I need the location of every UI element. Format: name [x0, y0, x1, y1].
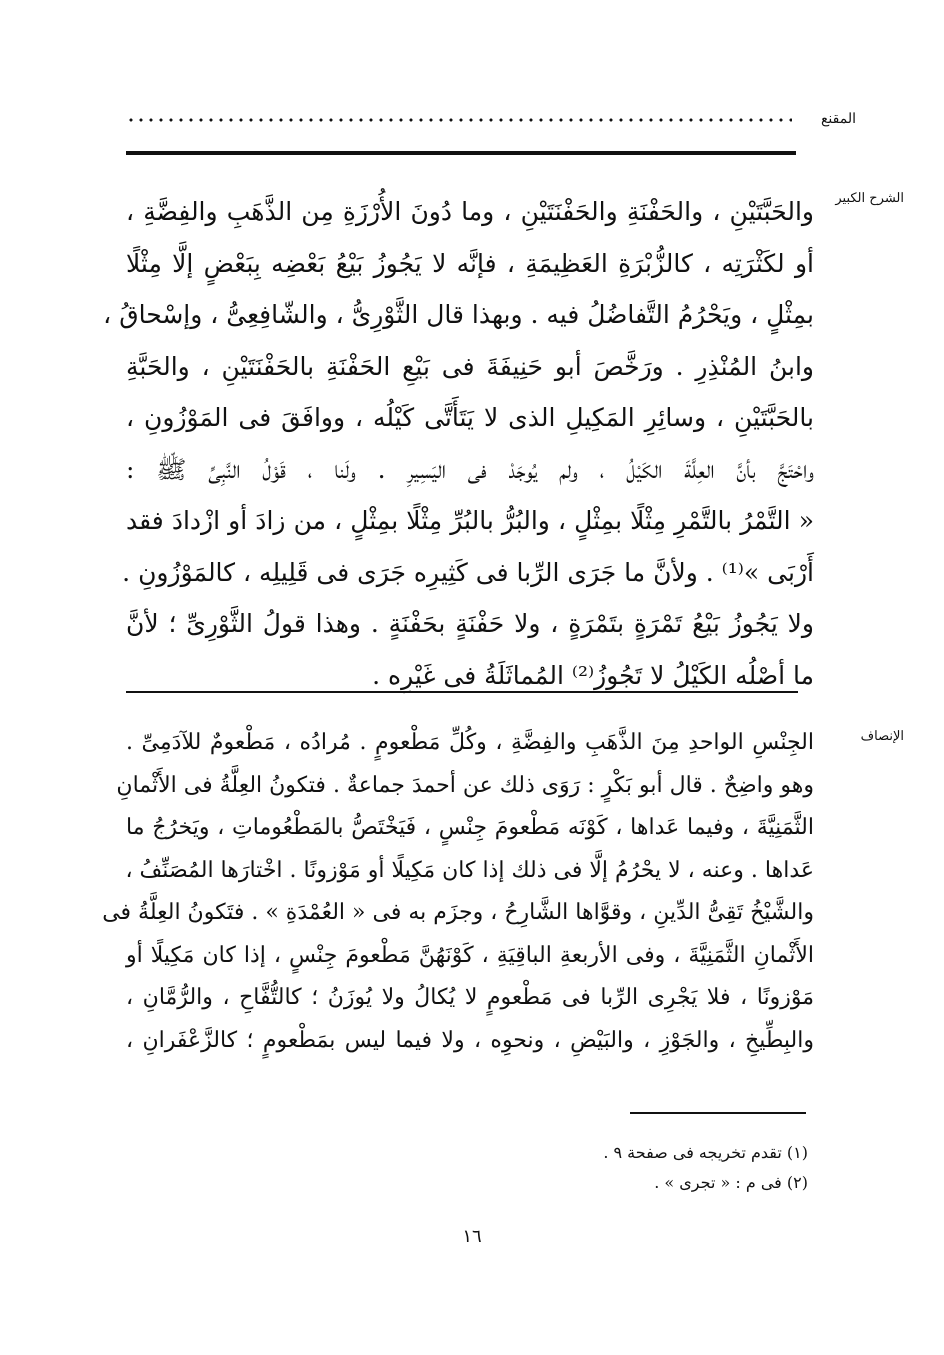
running-header-title: المقنع — [820, 111, 856, 127]
footnote-separator — [630, 1112, 806, 1114]
text-line: وابنُ المُنْذِرِ . ورَخَّصَ أبو حَنِيفَةَ فى بَيْعِ الحَفْنَةِ بالحَفْنَتَيْنِ ، والحَبَّةِ — [126, 351, 814, 381]
insaf-text-block — [102, 722, 814, 1062]
text-line: أو لكَثْرَتِه ، كالزُّبْرَةِ العَظِيمَةِ ، فإنَّه لا يَجُوزُ بَيْعُ بَعْضِه بِبَعْضٍ إلَّا مِثْلًا — [126, 248, 814, 278]
footnotes — [408, 1138, 808, 1198]
text-line: بالحَبَّتَيْنِ ، وسائِرِ المَكِيلِ الذى لا يَتَأَتَّى كَيْلُه ، ووافَقَ فى المَوْزُونِ ، — [126, 403, 814, 432]
text-line: الجِنْسِ الواحدِ مِنَ الذَّهَبِ والفِضَّةِ ، وكُلِّ مَطْعومٍ . مُرادُه ، مَطْعومٌ للآدَمِىِّ . — [126, 730, 814, 755]
text-line: والشَّيْخُ تَقِىُّ الدِّينِ ، وقوَّاها الشَّارِحُ ، وجزَم به فى « العُمْدَةِ » . فتَكونُ العِلَّةُ فى — [102, 900, 814, 925]
text-line: « التَّمْرُ بالتَّمْرِ مِثْلًا بمِثْلٍ ، والبُرُّ بالبُرِّ مِثْلًا بمِثْلٍ ، من زادَ أو ازْدادَ فقد — [126, 506, 814, 535]
text-line: ولا يَجُوزُ بَيْعُ تَمْرَةٍ بتَمْرَةٍ ، ولا حَفْنَةٍ بحَفْنَةٍ . وهذا قولُ الثَّوْرِىِّ ؛ لأنَّ — [126, 609, 814, 638]
text-line: أَرْبَى »⁽¹⁾ . ولأنَّ ما جَرَى الرِّبا فى كَثِيرِه جَرَى فى قَلِيلِه ، كالمَوْزُونِ . — [122, 557, 814, 587]
text-line: الثَّمَنِيَّةَ ، وفيما عَداها ، كَوْنَه مَطْعومَ جِنْسٍ ، فَيَخْتَصُّ بالمَطْعُوماتِ ، ويَخرُجُ ما — [126, 815, 814, 840]
text-line: الأَثْمانِ الثَّمَنِيَّةَ ، وفى الأربعةِ الباقِيَةِ ، كَوْنَهُنَّ مَطْعومَ جِنْسٍ ، إذا كان مَكِيلًا أو — [126, 942, 814, 968]
text-line: والبِطِّيخِ ، والجَوْزِ ، والبَيْضِ ، ونحوِه ، ولا فيما ليس بمَطْعومٍ ؛ كالزَّعْفَرانِ ، — [126, 1027, 814, 1053]
header-rule — [126, 151, 796, 155]
text-line: بمِثْلٍ ، ويَحْرُمُ التَّفاضُلُ فيه . وبهذا قال الثَّوْرِىُّ ، والشّافِعِىُّ ، وإسْحاقُ ، — [103, 300, 814, 329]
text-line: واحْتَجَّ بأنَّ العِلَّةَ الكَيْلُ ، ولم يُوجَدْ فى اليَسِيرِ . ولَنا ، قَوْلُ النَّبِىِّ ﷺ : — [126, 454, 814, 484]
section-label-sharh: الشرح الكبير — [835, 191, 904, 206]
footnote: (٢) فى م : « تجرى » . — [654, 1173, 808, 1192]
section-label-insaf: الإنصاف — [860, 729, 904, 744]
page-number: ١٦ — [462, 1226, 482, 1247]
text-line: مَوْزونًا ، فلا يَجْرِى الرِّبا فى مَطْعومٍ لا يُكالُ ولا يُوزَنُ ؛ كالتُّفَّاحِ ، والرُّمَّانِ ، — [126, 985, 814, 1010]
section-divider — [126, 691, 798, 693]
text-line: وهو واضِحٌ . قال أبو بَكْرٍ : رَوَى ذلك عن أحمدَ جماعةٌ . فتكونُ العِلَّةُ فى الأَثْمانِ — [116, 772, 814, 798]
sharh-text-block — [103, 186, 814, 701]
text-line: عَداها . وعنه ، لا يحْرُمُ إلَّا فى ذلك إذا كان مَكِيلًا أو مَوْزونًا . اخْتارَها المُصَنِّفُ ، — [125, 857, 814, 883]
header-dot-leader — [126, 116, 792, 124]
text-line: والحَبَّتَيْنِ ، والحَفْنَةِ والحَفْنَتَيْنِ ، وما دُونَ الأُرْزَةِ مِن الذَّهَبِ والفِضَّةِ ، — [126, 197, 814, 226]
footnote: (١) تقدم تخريجه فى صفحة ٩ . — [603, 1143, 808, 1162]
text-line: ما أصْلُه الكَيْلُ لا تَجُوزُ⁽²⁾ المُماثَلَةُ فى غَيْرِه . — [372, 660, 814, 690]
